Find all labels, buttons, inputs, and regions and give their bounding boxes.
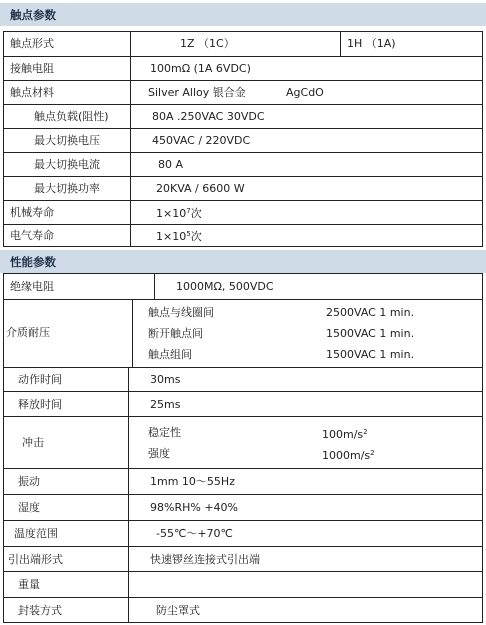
- row-value: 80A .250VAC 30VDC: [152, 110, 265, 123]
- contact-parameters-table: [3, 31, 483, 247]
- row-label: 最大切换电压: [34, 134, 100, 147]
- row-value: 98%RH% +40%: [150, 501, 238, 514]
- performance-parameters-table: [3, 273, 483, 623]
- row-value: 450VAC / 220VDC: [152, 134, 251, 147]
- table-row: [4, 80, 482, 104]
- row-value: 1Z （1C）: [180, 37, 235, 50]
- row-label: 重量: [18, 578, 40, 591]
- row-value: 30ms: [150, 373, 181, 386]
- row-value: 20KVA / 6600 W: [156, 182, 245, 195]
- row-value: 快速锣丝连接式引出端: [150, 553, 260, 566]
- row-label: 介质耐压: [6, 326, 50, 339]
- row-value: Silver Alloy 银合金: [148, 86, 246, 99]
- sub-item-value: 1500VAC 1 min.: [326, 327, 415, 340]
- row-value: 100mΩ (1A 6VDC): [150, 62, 251, 75]
- row-value: 1mm 10～55Hz: [150, 475, 235, 488]
- row-label: 最大切换电流: [34, 158, 100, 171]
- table-row: [4, 176, 482, 200]
- sub-item-value: 2500VAC 1 min.: [326, 306, 415, 319]
- sub-item-name: 稳定性: [148, 426, 181, 439]
- table-row: [4, 367, 482, 391]
- row-label: 引出端形式: [8, 553, 63, 566]
- sub-item-name: 断开触点间: [148, 327, 203, 340]
- row-label: 振动: [18, 475, 40, 488]
- row-value: 80 A: [158, 158, 184, 171]
- row-value-secondary: 1H （1A): [347, 37, 396, 50]
- table-row: [4, 104, 482, 128]
- row-label: 接触电阻: [10, 62, 54, 75]
- sub-item-name: 触点与线圈间: [148, 306, 214, 319]
- table-row: [4, 32, 482, 56]
- row-label: 湿度: [18, 501, 40, 514]
- section-header-performance: [0, 250, 486, 273]
- row-label: 机械寿命: [10, 206, 54, 219]
- row-label: 动作时间: [18, 373, 62, 386]
- row-value: 1000MΩ, 500VDC: [176, 280, 274, 293]
- table-row: [4, 494, 482, 520]
- row-label: 触点负载(阻性): [34, 110, 109, 123]
- row-label: 电气寿命: [10, 229, 54, 242]
- section-title: 触点参数: [10, 8, 56, 22]
- table-row: [4, 546, 482, 571]
- row-value: $1\times 10^7$次: [156, 207, 202, 220]
- row-label: 冲击: [22, 436, 44, 449]
- sub-item-value: $100m/s^2$: [322, 428, 368, 441]
- row-value: -55℃～+70℃: [156, 527, 233, 540]
- table-row: [4, 274, 482, 299]
- row-label: 触点形式: [10, 37, 54, 50]
- row-value: 25ms: [150, 398, 181, 411]
- table-row: [4, 391, 482, 416]
- table-row: [4, 152, 482, 176]
- row-label: 封装方式: [18, 604, 62, 617]
- table-row: [4, 571, 482, 597]
- row-value-secondary: AgCdO: [286, 86, 324, 99]
- row-label: 绝缘电阻: [10, 280, 54, 293]
- sub-item-name: 强度: [148, 447, 170, 460]
- sub-item-name: 触点组间: [148, 348, 192, 361]
- table-row: [4, 597, 482, 622]
- row-label: 触点材料: [10, 86, 54, 99]
- table-row: [4, 520, 482, 546]
- row-label: 最大切换功率: [34, 182, 100, 195]
- row-label: 温度范围: [14, 527, 58, 540]
- table-row: [4, 128, 482, 152]
- table-row: [4, 56, 482, 80]
- row-value: 防尘罩式: [156, 604, 200, 617]
- row-label: 释放时间: [18, 398, 62, 411]
- table-row: [4, 299, 482, 367]
- row-value: $1\times 10^5$次: [156, 230, 202, 243]
- table-row: [4, 468, 482, 494]
- table-row: [4, 416, 482, 468]
- section-title: 性能参数: [10, 255, 56, 269]
- table-row: [4, 200, 482, 224]
- section-header-contact: [0, 3, 486, 26]
- sub-item-value: $1000m/s^2$: [322, 449, 375, 462]
- table-row: [4, 224, 482, 246]
- sub-item-value: 1500VAC 1 min.: [326, 348, 415, 361]
